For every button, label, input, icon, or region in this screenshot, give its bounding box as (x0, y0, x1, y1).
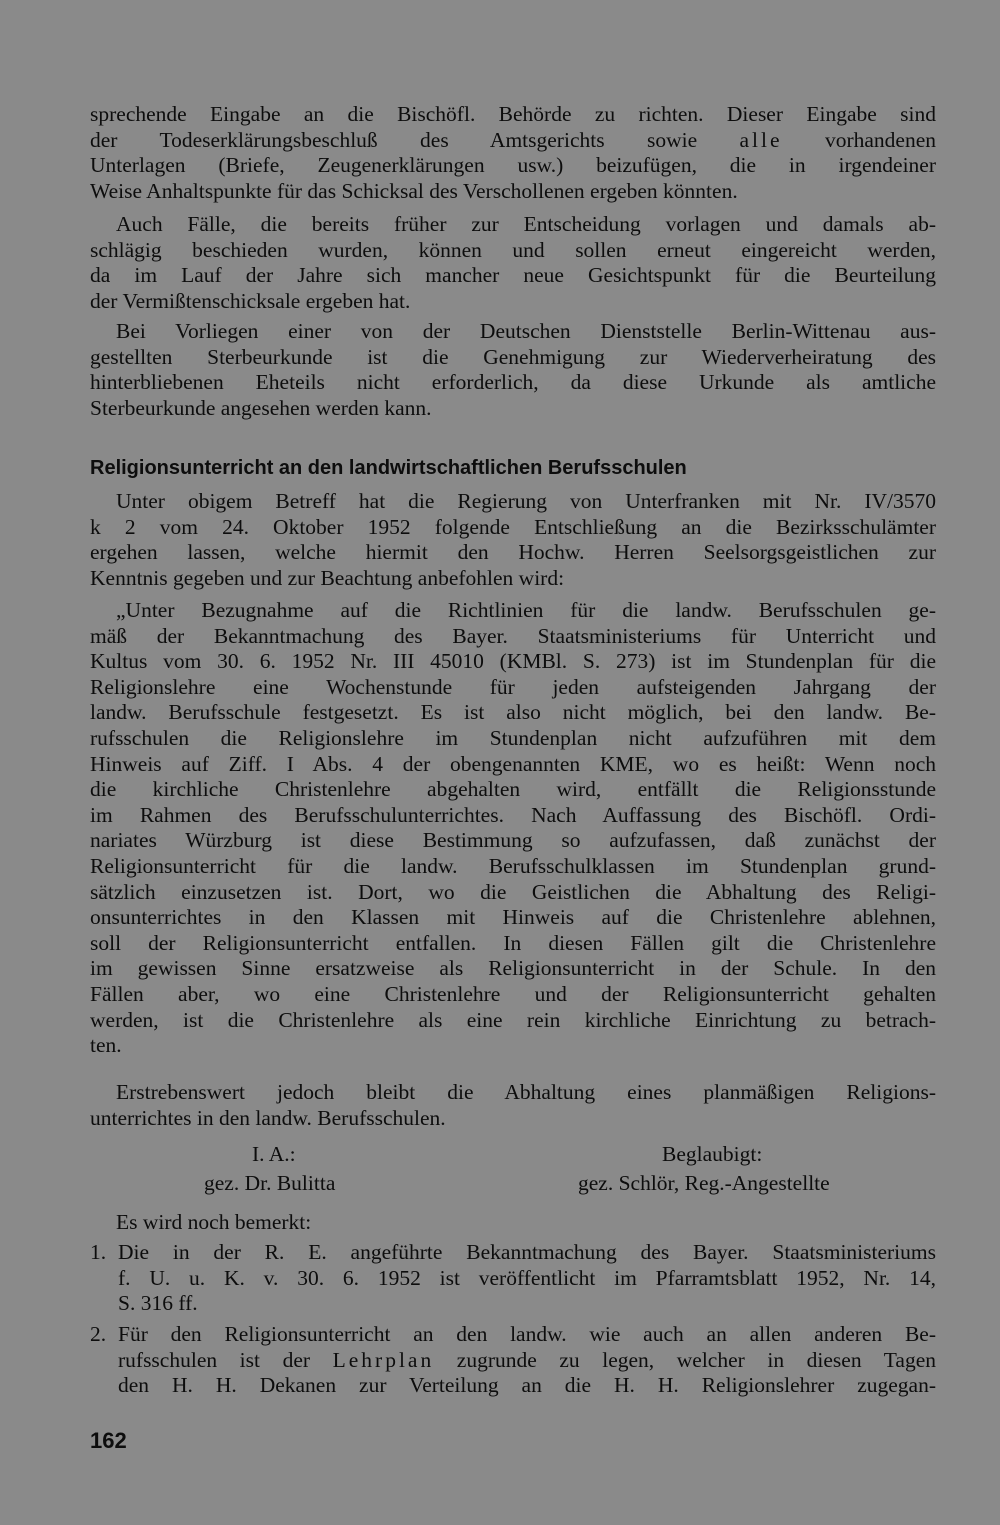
text-line: den H. H. Dekanen zur Verteilung an die H. H. Religionslehrer zugegan- (118, 1373, 936, 1398)
paragraph-3 (90, 319, 936, 421)
paragraph-2 (90, 212, 936, 314)
text-line: sätzlich einzusetzen ist. Dort, wo die Geistlichen die Abhaltung des Religi- (90, 879, 936, 904)
text-line: Für den Religionsunterricht an den landw. wie auch an allen anderen Be- (118, 1322, 936, 1346)
text-line: schlägig beschieden wurden, können und sollen erneut eingereicht werden, (90, 237, 936, 262)
text-line: Kenntnis gegeben und zur Beachtung anbefohlen wird: (90, 565, 565, 590)
paragraph-5 (90, 1080, 936, 1131)
paragraph-4 (90, 489, 936, 591)
text-line: gestellten Sterbeurkunde ist die Genehmigung zur Wiederverheiratung des (90, 344, 936, 369)
text-line: Weise Anhaltspunkte für das Schicksal des Verschollenen ergeben könnten. (90, 178, 738, 203)
text-line: der Vermißtenschicksale ergeben hat. (90, 288, 411, 313)
text-line: im gewissen Sinne ersatzweise als Religionsunterricht in der Schule. In den (90, 956, 936, 981)
text-line: ten. (90, 1033, 122, 1058)
text-line: Auch Fälle, die bereits früher zur Entscheidung vorlagen und damals ab- (116, 212, 936, 236)
signature-right-title: Beglaubigt: (662, 1142, 763, 1166)
text-line: Kultus vom 30. 6. 1952 Nr. III 45010 (KMBl. S. 273) ist im Stundenplan für die (90, 649, 936, 674)
text-line: rufsschulen die Religionslehre im Stundenplan nicht aufzuführen mit dem (90, 725, 936, 750)
text-line: sprechende Eingabe an die Bischöfl. Behörde zu richten. Dieser Eingabe sind (90, 102, 936, 126)
signature-left-name: gez. Dr. Bulitta (204, 1171, 336, 1195)
text-line (90, 128, 936, 154)
text-line: soll der Religionsunterricht entfallen. In diesen Fällen gilt die Christenlehre (90, 930, 936, 955)
text-fragment: zugrunde zu legen, welcher in diesen Tagen (456, 1347, 936, 1372)
list-body (118, 1240, 936, 1317)
text-line: Bei Vorliegen einer von der Deutschen Dienststelle Berlin-Wittenau aus- (116, 319, 936, 343)
list-number: 1. (90, 1240, 107, 1264)
list-number: 2. (90, 1322, 107, 1346)
text-line: „Unter Bezugnahme auf die Richtlinien für die landw. Berufsschulen ge- (116, 598, 936, 622)
text-line: S. 316 ff. (118, 1291, 198, 1316)
text-line: Religionsunterricht für die landw. Berufsschulklassen im Stundenplan grund- (90, 853, 936, 878)
text-fragment: rufsschulen ist der (118, 1347, 311, 1372)
text-line: mäß der Bekanntmachung des Bayer. Staatsministeriums für Unterricht und (90, 623, 936, 648)
text-line: k 2 vom 24. Oktober 1952 folgende Entschließung an die Bezirksschulämter (90, 514, 936, 539)
text-fragment: der Todeserklärungsbeschluß des Amtsgerichts sowie (90, 127, 698, 152)
text-line: Religionslehre eine Wochenstunde für jeden aufsteigenden Jahrgang der (90, 674, 936, 699)
text-line: Erstrebenswert jedoch bleibt die Abhaltung eines planmäßigen Religions- (116, 1080, 936, 1104)
text-line: Unterlagen (Briefe, Zeugenerklärungen usw.) beizufügen, die in irgendeiner (90, 153, 936, 178)
text-line (118, 1348, 936, 1374)
text-line: unterrichtes in den landw. Berufsschulen. (90, 1105, 446, 1130)
text-line: werden, ist die Christenlehre als eine rein kirchliche Einrichtung zu betrach- (90, 1007, 936, 1032)
text-line: nariates Würzburg ist diese Bestimmung so aufzufassen, daß zunächst der (90, 828, 936, 853)
text-line: da im Lauf der Jahre sich mancher neue Gesichtspunkt für die Beurteilung (90, 263, 936, 288)
text-line: landw. Berufsschule festgesetzt. Es ist also nicht möglich, bei den landw. Be- (90, 700, 936, 725)
text-line: onsunterrichtes in den Klassen mit Hinweis auf die Christenlehre ablehnen, (90, 905, 936, 930)
text-line: im Rahmen des Berufsschulunterrichtes. Nach Auffassung des Bischöfl. Ordi- (90, 802, 936, 827)
text-line: ergehen lassen, welche hiermit den Hochw. Herren Seelsorgsgeistlichen zur (90, 540, 936, 565)
text-fragment: vorhandenen (824, 127, 936, 152)
text-line: Fällen aber, wo eine Christenlehre und der Religionsunterricht gehalten (90, 981, 936, 1006)
text-line: Die in der R. E. angeführte Bekanntmachung des Bayer. Staatsministeriums (118, 1240, 936, 1264)
note-intro: Es wird noch bemerkt: (116, 1210, 312, 1234)
section-heading: Religionsunterricht an den landwirtschaftlichen Berufsschulen (90, 457, 687, 479)
emphasized-word: Lehrplan (332, 1347, 435, 1372)
text-line: Unter obigem Betreff hat die Regierung von Unterfranken mit Nr. IV/3570 (116, 489, 936, 513)
list-body (118, 1322, 936, 1399)
text-line: f. U. u. K. v. 30. 6. 1952 ist veröffentlicht im Pfarramtsblatt 1952, Nr. 14, (118, 1265, 936, 1290)
text-line: hinterbliebenen Eheteils nicht erforderlich, da diese Urkunde als amtliche (90, 370, 936, 395)
quoted-decree (90, 598, 936, 1059)
page-number: 162 (90, 1428, 127, 1453)
text-line: die kirchliche Christenlehre abgehalten wird, entfällt die Religionsstunde (90, 777, 936, 802)
text-line: Hinweis auf Ziff. I Abs. 4 der obengenannten KME, wo es heißt: Wenn noch (90, 751, 936, 776)
emphasized-word: alle (739, 127, 783, 152)
signature-right-name: gez. Schlör, Reg.-Angestellte (578, 1171, 830, 1195)
paragraph-1 (90, 102, 936, 204)
signature-left-title: I. A.: (252, 1142, 296, 1166)
text-line: Sterbeurkunde angesehen werden kann. (90, 395, 432, 420)
